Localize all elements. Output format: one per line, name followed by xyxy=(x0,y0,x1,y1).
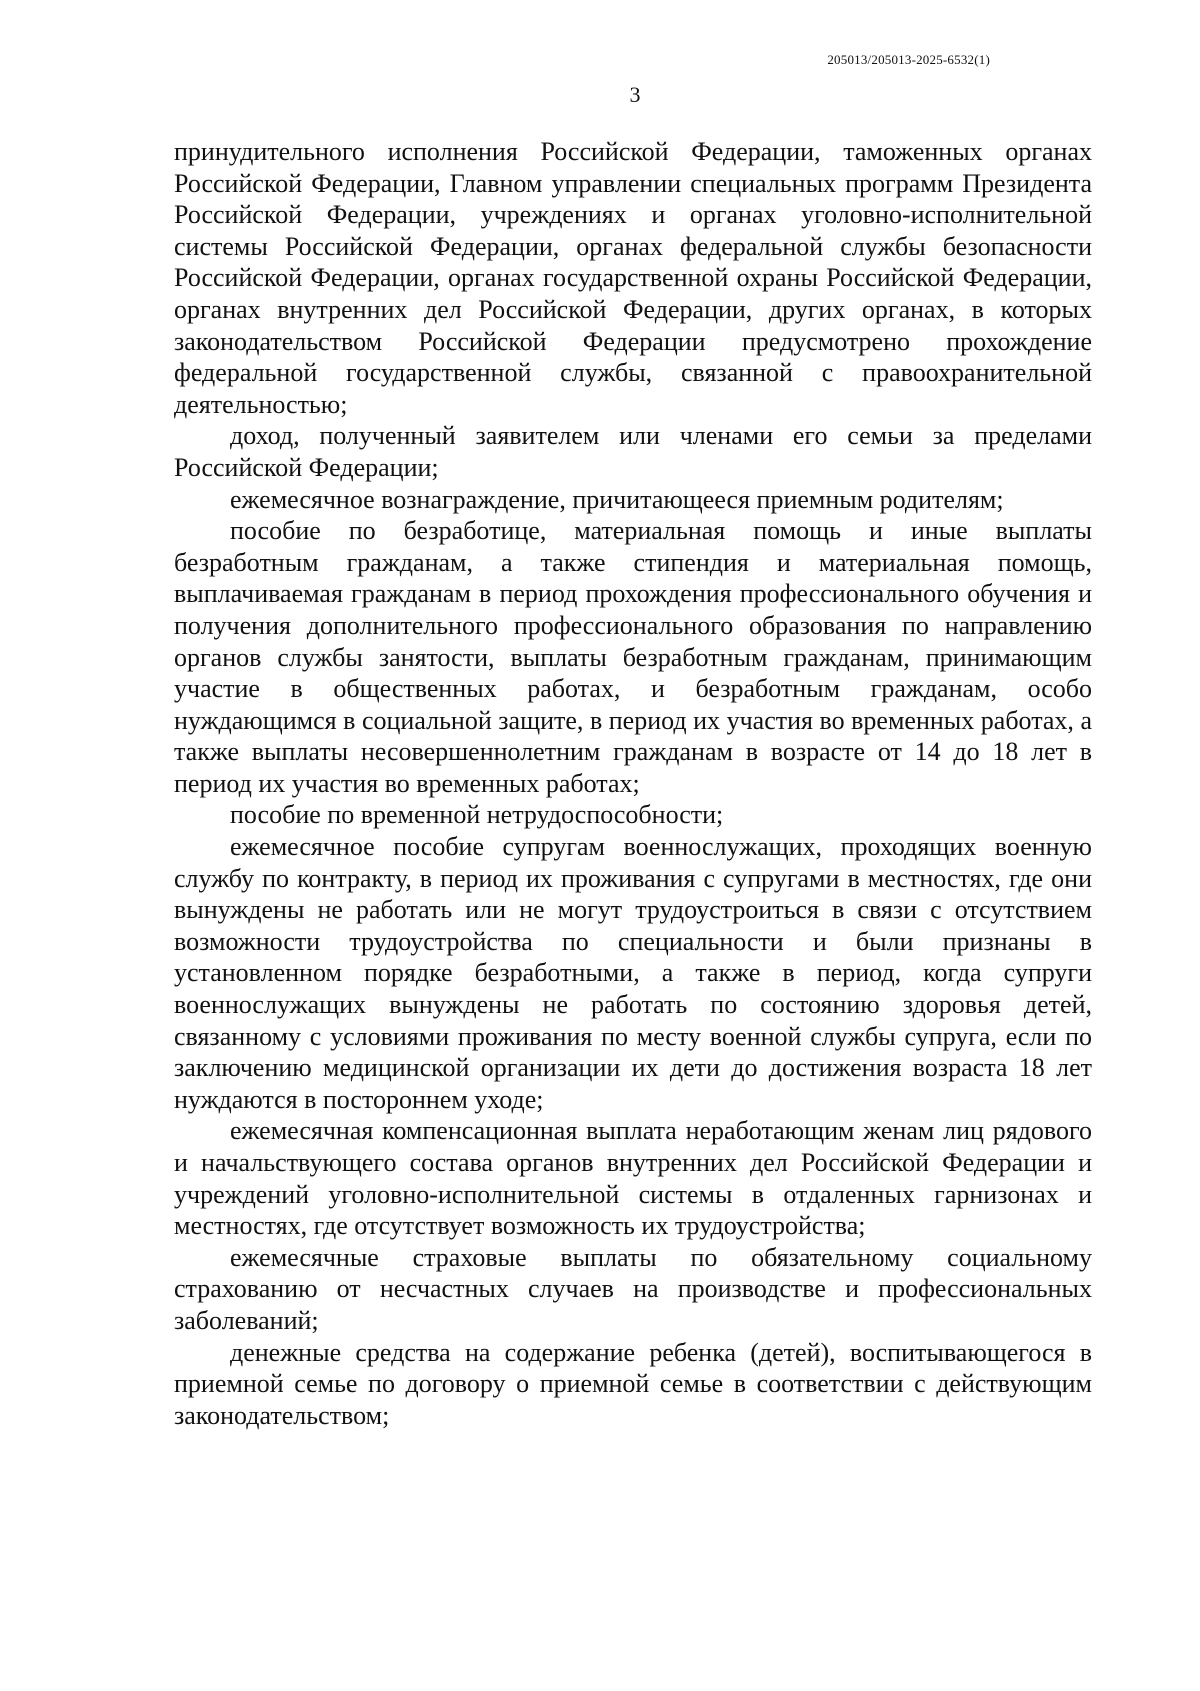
paragraph-continuation: принудительного исполнения Российской Федерации, таможенных органах Российской Федерации, Главном управлении специальных программ Президента Российской Федерации, учреждениях и органах уголовно-исполнительной системы Российской Федерации, органах федеральной службы безопасности Российской Федерации, органах государственной охраны Российской Федерации, органах внутренних дел Российской Федерации, других органах, в которых законодательством Российской Федерации предусмотрено прохождение федеральной государственной службы, связанной с правоохранительной деятельностью; xyxy=(174,137,1092,419)
paragraph-foreign-income: доход, полученный заявителем или членами его семьи за пределами Российской Федерации; xyxy=(174,421,1092,482)
paragraph-unemployment-benefit: пособие по безработице, материальная помощь и иные выплаты безработным гражданам, а также стипендия и материальная помощь, выплачиваемая гражданам в период прохождения профессионального обучения и получения дополнительного профессионального образования по направлению органов службы занятости, выплаты безработным гражданам, принимающим участие в общественных работах, и безработным гражданам, особо нуждающимся в социальной защите, в период их участия во временных работах, а также выплаты несовершеннолетним гражданам в возрасте от 14 до 18 лет в период их участия во временных работах; xyxy=(174,516,1092,798)
paragraph-foster-parents-reward: ежемесячное вознаграждение, причитающееся приемным родителям; xyxy=(230,484,1004,514)
paragraph-compensation-payment: ежемесячная компенсационная выплата неработающим женам лиц рядового и начальствующего состава органов внутренних дел Российской Федерации и учреждений уголовно-исполнительной системы в отдаленных гарнизонах и местностях, где отсутствует возможность их трудоустройства; xyxy=(174,1116,1092,1241)
document-body xyxy=(174,136,1092,1431)
paragraph-sick-leave-benefit: пособие по временной нетрудоспособности; xyxy=(230,800,724,830)
paragraph-foster-child-support: денежные средства на содержание ребенка (детей), воспитывающегося в приемной семье по договору о приемной семье в соответствии с действующим законодательством; xyxy=(174,1337,1092,1430)
paragraph-military-spouse-benefit: ежемесячное пособие супругам военнослужащих, проходящих военную службу по контракту, в период их проживания с супругами в местностях, где они вынуждены не работать или не могут трудоустроиться в связи с отсутствием возможности трудоустройства по специальности и были признаны в установленном порядке безработными, а также в период, когда супруги военнослужащих вынуждены не работать по состоянию здоровья детей, связанному с условиями проживания по месту военной службы супруга, если по заключению медицинской организации их дети до достижения возраста 18 лет нуждаются в постороннем уходе; xyxy=(174,832,1092,1114)
page-number: 3 xyxy=(629,82,641,107)
paragraph-insurance-payments: ежемесячные страховые выплаты по обязательному социальному страхованию от несчастных случаев на производстве и профессиональных заболеваний; xyxy=(174,1242,1092,1335)
document-registration-number: 205013/205013-2025-6532(1) xyxy=(827,52,990,67)
